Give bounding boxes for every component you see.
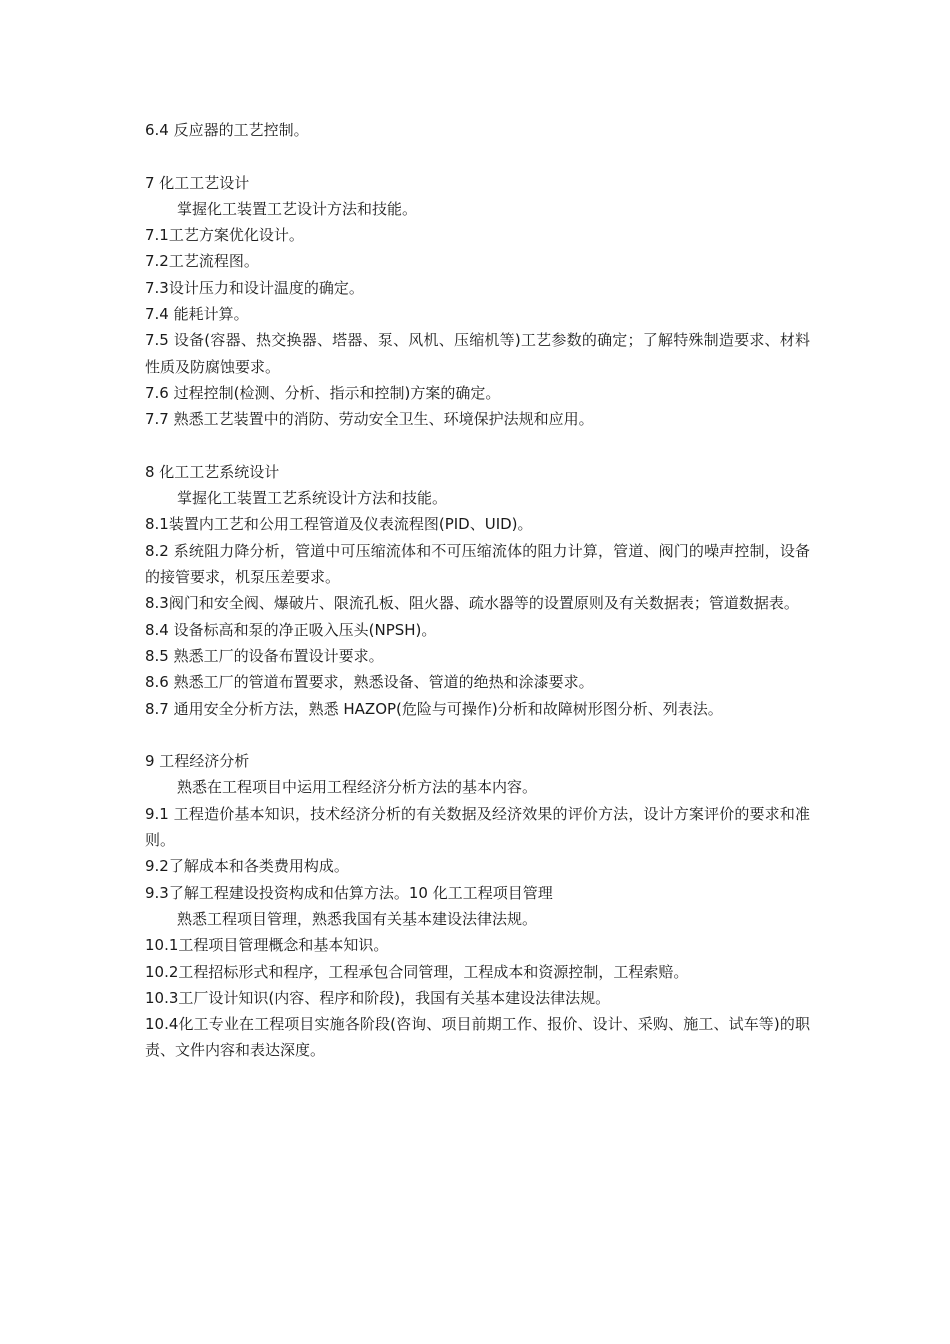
document-body bbox=[145, 117, 810, 1064]
item-8-6: 8.6 熟悉工厂的管道布置要求，熟悉设备、管道的绝热和涂漆要求。 bbox=[145, 673, 594, 692]
spacer bbox=[145, 722, 810, 748]
section-8-intro: 掌握化工装置工艺系统设计方法和技能。 bbox=[177, 489, 448, 508]
section-9-intro: 熟悉在工程项目中运用工程经济分析方法的基本内容。 bbox=[177, 778, 538, 797]
item-7-2: 7.2工艺流程图。 bbox=[145, 252, 259, 271]
item-7-6: 7.6 过程控制(检测、分析、指示和控制)方案的确定。 bbox=[145, 383, 501, 402]
spacer bbox=[145, 433, 810, 459]
item-8-7: 8.7 通用安全分析方法，熟悉 HAZOP(危险与可操作)分析和故障树形图分析、列表法。 bbox=[145, 699, 723, 718]
section-8-heading: 8 化工工艺系统设计 bbox=[145, 462, 280, 481]
item-8-1: 8.1装置内工艺和公用工程管道及仪表流程图(PID、UID)。 bbox=[145, 515, 533, 534]
section-7-heading: 7 化工工艺设计 bbox=[145, 173, 250, 192]
spacer bbox=[145, 143, 810, 169]
item-9-1: 9.1 工程造价基本知识，技术经济分析的有关数据及经济效果的评价方法，设计方案评价的要求和准则。 bbox=[145, 804, 810, 850]
item-8-5: 8.5 熟悉工厂的设备布置设计要求。 bbox=[145, 646, 384, 665]
item-7-5: 7.5 设备(容器、热交换器、塔器、泵、风机、压缩机等)工艺参数的确定；了解特殊制造要求、材料性质及防腐蚀要求。 bbox=[145, 331, 810, 376]
item-7-7: 7.7 熟悉工艺装置中的消防、劳动安全卫生、环境保护法规和应用。 bbox=[145, 410, 594, 429]
item-10-1: 10.1工程项目管理概念和基本知识。 bbox=[145, 936, 389, 955]
section-7-intro: 掌握化工装置工艺设计方法和技能。 bbox=[177, 199, 418, 218]
item-9-2: 9.2了解成本和各类费用构成。 bbox=[145, 857, 349, 876]
item-6-4: 6.4 反应器的工艺控制。 bbox=[145, 121, 309, 139]
item-7-4: 7.4 能耗计算。 bbox=[145, 305, 249, 324]
item-8-3: 8.3阀门和安全阀、爆破片、限流孔板、阻火器、疏水器等的设置原则及有关数据表；管道数据表。 bbox=[145, 594, 799, 613]
section-9-heading: 9 工程经济分析 bbox=[145, 752, 250, 771]
item-8-4: 8.4 设备标高和泵的净正吸入压头(NPSH)。 bbox=[145, 620, 437, 639]
item-10-3: 10.3工厂设计知识(内容、程序和阶段)，我国有关基本建设法律法规。 bbox=[145, 988, 611, 1007]
item-7-1: 7.1工艺方案优化设计。 bbox=[145, 226, 304, 245]
item-9-3: 9.3了解工程建设投资构成和估算方法。10 化工工程项目管理 bbox=[145, 883, 553, 902]
item-8-2: 8.2 系统阻力降分析，管道中可压缩流体和不可压缩流体的阻力计算，管道、阀门的噪声控制，设备的接管要求，机泵压差要求。 bbox=[145, 541, 810, 587]
item-10-2: 10.2工程招标形式和程序，工程承包合同管理，工程成本和资源控制，工程索赔。 bbox=[145, 962, 689, 981]
item-7-3: 7.3设计压力和设计温度的确定。 bbox=[145, 278, 364, 297]
item-10-4: 10.4化工专业在工程项目实施各阶段(咨询、项目前期工作、报价、设计、采购、施工、试车等)的职责、文件内容和表达深度。 bbox=[145, 1015, 810, 1060]
section-10-intro: 熟悉工程项目管理，熟悉我国有关基本建设法律法规。 bbox=[177, 909, 538, 928]
